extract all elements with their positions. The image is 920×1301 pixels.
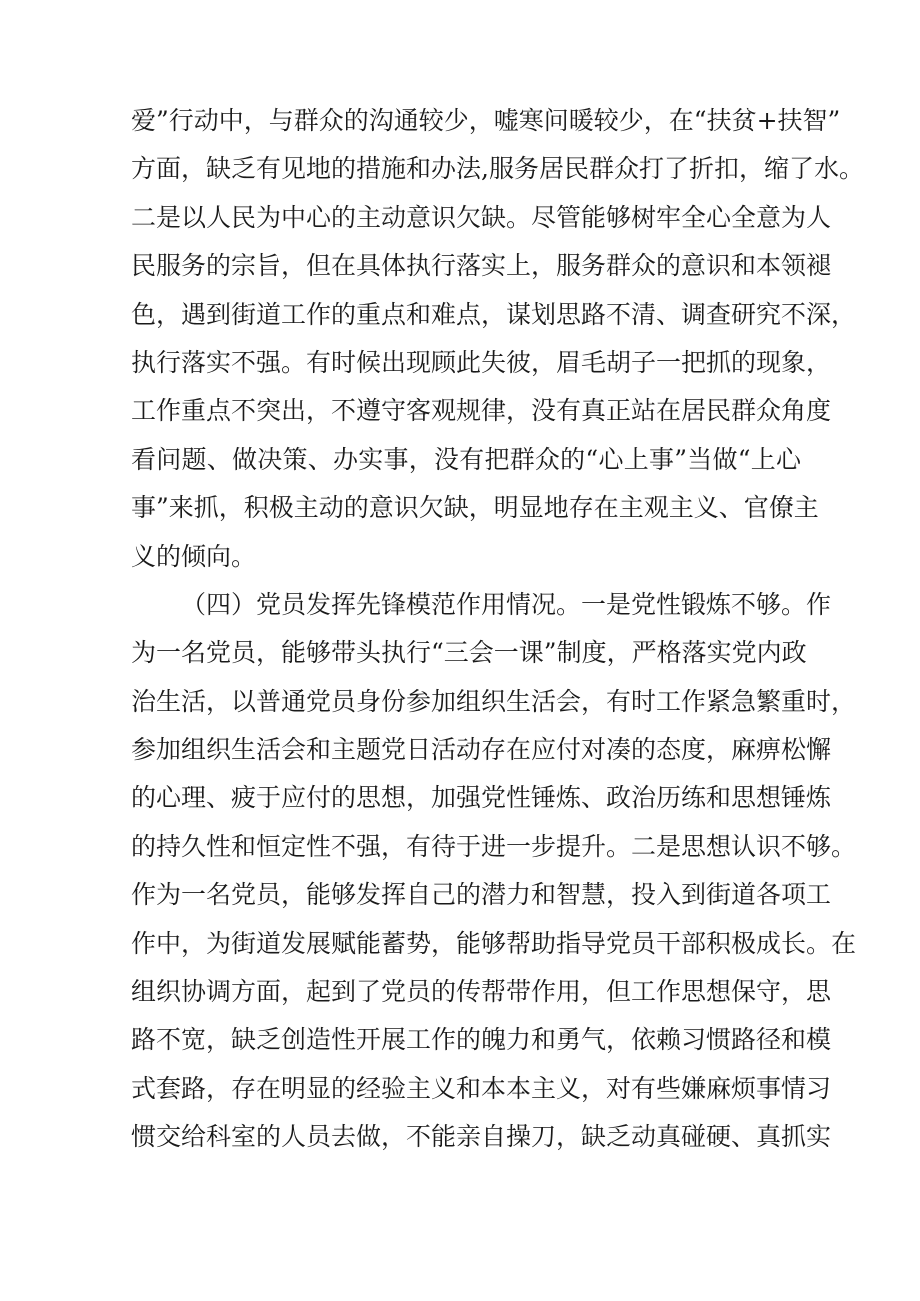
- text-line: 事”来抓，积极主动的意识欠缺，明显地存在主观主义、官僚主: [131, 493, 819, 523]
- text-line: 执行落实不强。有时候出现顾此失彼，眉毛胡子一把抓的现象，: [131, 347, 832, 377]
- text-line: 义的倾向。: [131, 541, 257, 571]
- text-line: 作为一名党员，能够发挥自己的潜力和智慧，投入到街道各项工: [131, 880, 832, 910]
- text-line: 工作重点不突出，不遵守客观规律，没有真正站在居民群众角度: [131, 396, 832, 426]
- text-line: 治生活，以普通党员身份参加组织生活会，有时工作紧急繁重时，: [131, 686, 857, 716]
- text-line: 参加组织生活会和主题党日活动存在应付对凑的态度，麻痹松懈: [131, 735, 832, 765]
- text-line: （四）党员发挥先锋模范作用情况。一是党性锻炼不够。作: [181, 589, 832, 619]
- text-line: 为一名党员，能够带头执行“三会一课”制度，严格落实党内政: [131, 638, 807, 668]
- text-line: 作中，为街道发展赋能蓄势，能够帮助指导党员干部积极成长。在: [131, 928, 857, 958]
- paragraph-1: [131, 97, 864, 581]
- text-line: 看问题、做决策、办实事，没有把群众的“心上事”当做“上心: [131, 444, 801, 474]
- text-line: 式套路，存在明显的经验主义和本本主义，对有些嫌麻烦事情习: [131, 1073, 832, 1103]
- text-line: 色，遇到街道工作的重点和难点，谋划思路不清、调查研究不深，: [131, 299, 857, 329]
- text-line: 组织协调方面，起到了党员的传帮带作用，但工作思想保守，思: [131, 977, 832, 1007]
- text-line: 路不宽，缺乏创造性开展工作的魄力和勇气，依赖习惯路径和模: [131, 1025, 832, 1055]
- document-body: [131, 97, 864, 1162]
- text-line: 方面，缺乏有见地的措施和办法,服务居民群众打了折扣，缩了水。: [131, 154, 864, 184]
- text-line: 民服务的宗旨，但在具体执行落实上，服务群众的意识和本领褪: [131, 251, 832, 281]
- text-line: 的持久性和恒定性不强，有待于进一步提升。二是思想认识不够。: [131, 831, 857, 861]
- text-line: 的心理、疲于应付的思想，加强党性锤炼、政治历练和思想锤炼: [131, 783, 832, 813]
- text-line: 爱”行动中，与群众的沟通较少，嘘寒问暖较少，在“扶贫+扶智”: [131, 106, 841, 135]
- text-line: 惯交给科室的人员去做，不能亲自操刀，缺乏动真碰硬、真抓实: [131, 1122, 832, 1152]
- text-line: 二是以人民为中心的主动意识欠缺。尽管能够树牢全心全意为人: [131, 202, 832, 232]
- paragraph-2: [131, 581, 857, 1162]
